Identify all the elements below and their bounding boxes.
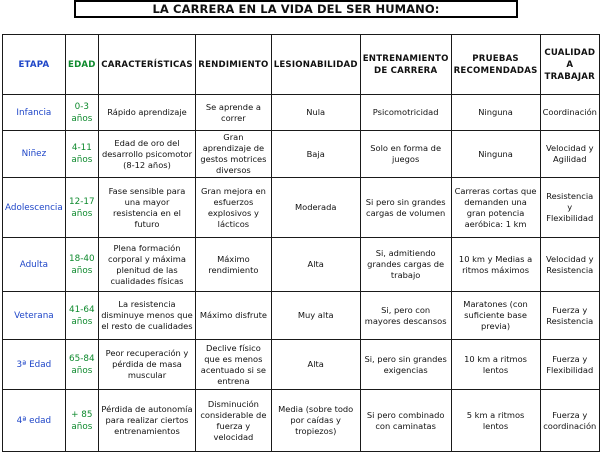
header-injury: LESIONABILIDAD <box>271 35 360 95</box>
tests-cell: 10 km y Medias a ritmos máximos <box>451 238 540 292</box>
stage-cell: 3ª Edad <box>3 340 66 390</box>
stage-cell: Niñez <box>3 131 66 178</box>
quality-cell: Fuerza y Flexibilidad <box>540 340 600 390</box>
stage-cell: Adolescencia <box>3 178 66 238</box>
table-row <box>3 340 600 390</box>
training-cell: Si pero combinado con caminatas <box>360 390 451 452</box>
training-cell: Psicomotricidad <box>360 95 451 131</box>
performance-cell: Se aprende a correr <box>196 95 272 131</box>
age-cell: + 85 años <box>65 390 98 452</box>
quality-cell: Fuerza y Resistencia <box>540 292 600 340</box>
header-tests: PRUEBAS RECOMENDADAS <box>451 35 540 95</box>
training-cell: Si pero sin grandes cargas de volumen <box>360 178 451 238</box>
header-stage: ETAPA <box>3 35 66 95</box>
tests-cell: Carreras cortas que demanden una gran potencia aeróbica: 1 km <box>451 178 540 238</box>
stage-cell: Infancia <box>3 95 66 131</box>
header-quality: CUALIDAD A TRABAJAR <box>540 35 600 95</box>
injury-cell: Moderada <box>271 178 360 238</box>
tests-cell: Ninguna <box>451 95 540 131</box>
performance-cell: Declive físico que es menos acentuado si se entrena <box>196 340 272 390</box>
table-row <box>3 238 600 292</box>
characteristics-cell: Rápido aprendizaje <box>98 95 195 131</box>
stage-cell: 4ª edad <box>3 390 66 452</box>
age-cell: 41-64 años <box>65 292 98 340</box>
age-cell: 0-3 años <box>65 95 98 131</box>
training-cell: Si, pero con mayores descansos <box>360 292 451 340</box>
injury-cell: Alta <box>271 340 360 390</box>
table-row <box>3 95 600 131</box>
quality-cell: Fuerza y coordinación <box>540 390 600 452</box>
age-cell: 18-40 años <box>65 238 98 292</box>
performance-cell: Máximo disfrute <box>196 292 272 340</box>
header-performance: RENDIMIENTO <box>196 35 272 95</box>
age-cell: 4-11 años <box>65 131 98 178</box>
stage-cell: Veterana <box>3 292 66 340</box>
performance-cell: Máximo rendimiento <box>196 238 272 292</box>
table-row <box>3 390 600 452</box>
tests-cell: 5 km a ritmos lentos <box>451 390 540 452</box>
stage-cell: Adulta <box>3 238 66 292</box>
table-row <box>3 178 600 238</box>
training-cell: Solo en forma de juegos <box>360 131 451 178</box>
age-cell: 65-84 años <box>65 340 98 390</box>
tests-cell: Ninguna <box>451 131 540 178</box>
injury-cell: Alta <box>271 238 360 292</box>
characteristics-cell: Fase sensible para una mayor resistencia en el futuro <box>98 178 195 238</box>
characteristics-cell: La resistencia disminuye menos que el resto de cualidades <box>98 292 195 340</box>
injury-cell: Nula <box>271 95 360 131</box>
header-training: ENTRENAMIENTO DE CARRERA <box>360 35 451 95</box>
tests-cell: 10 km a ritmos lentos <box>451 340 540 390</box>
characteristics-cell: Peor recuperación y pérdida de masa muscular <box>98 340 195 390</box>
injury-cell: Baja <box>271 131 360 178</box>
injury-cell: Muy alta <box>271 292 360 340</box>
training-cell: Si, pero sin grandes exigencias <box>360 340 451 390</box>
header-age: EDAD <box>65 35 98 95</box>
quality-cell: Coordinación <box>540 95 600 131</box>
header-characteristics: CARACTERÍSTICAS <box>98 35 195 95</box>
table-row <box>3 131 600 178</box>
training-cell: Si, admitiendo grandes cargas de trabajo <box>360 238 451 292</box>
header-row <box>3 35 600 95</box>
life-stages-table <box>2 34 600 452</box>
table-title: LA CARRERA EN LA VIDA DEL SER HUMANO: <box>74 0 518 18</box>
quality-cell: Velocidad y Resistencia <box>540 238 600 292</box>
injury-cell: Media (sobre todo por caídas y tropiezos) <box>271 390 360 452</box>
performance-cell: Gran aprendizaje de gestos motrices diversos <box>196 131 272 178</box>
age-cell: 12-17 años <box>65 178 98 238</box>
table-row <box>3 292 600 340</box>
performance-cell: Disminución considerable de fuerza y velocidad <box>196 390 272 452</box>
quality-cell: Velocidad y Agilidad <box>540 131 600 178</box>
quality-cell: Resistencia y Flexibilidad <box>540 178 600 238</box>
tests-cell: Maratones (con suficiente base previa) <box>451 292 540 340</box>
performance-cell: Gran mejora en esfuerzos explosivos y lácticos <box>196 178 272 238</box>
characteristics-cell: Plena formación corporal y máxima plenitud de las cualidades físicas <box>98 238 195 292</box>
characteristics-cell: Edad de oro del desarrollo psicomotor (8-12 años) <box>98 131 195 178</box>
characteristics-cell: Pérdida de autonomía para realizar ciertos entrenamientos <box>98 390 195 452</box>
